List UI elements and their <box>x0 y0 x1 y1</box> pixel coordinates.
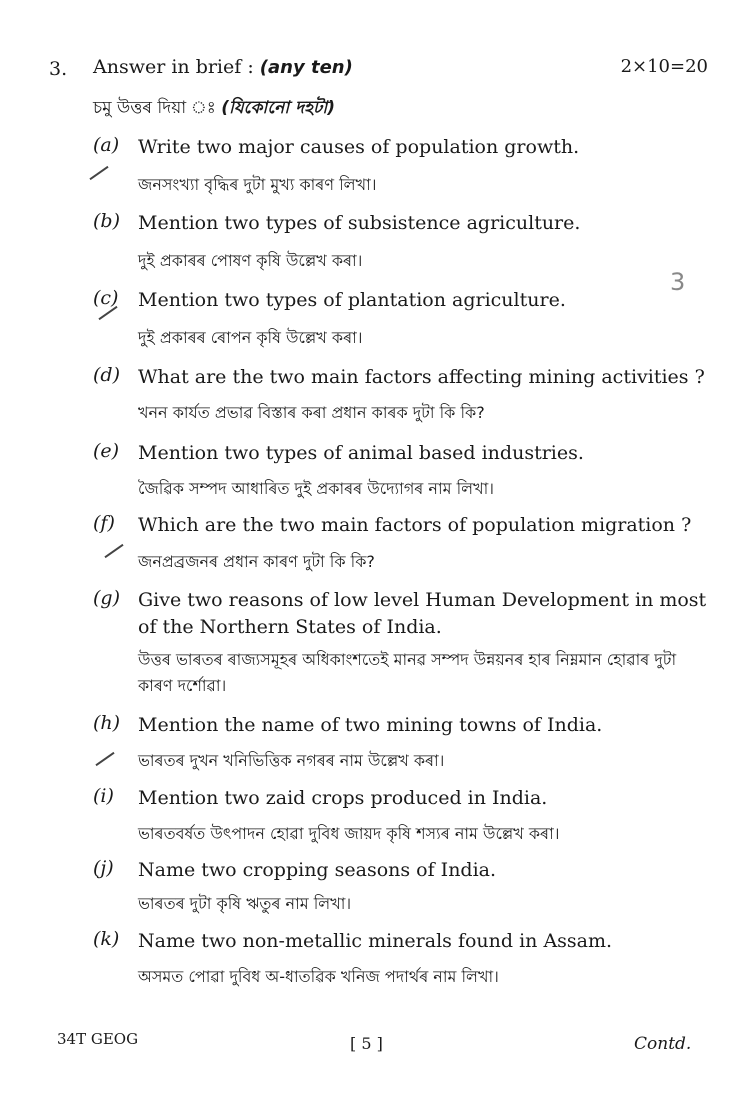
sub-question-label: (f) <box>93 512 115 534</box>
sub-question-label: (j) <box>93 857 114 879</box>
continued-note: Contd. <box>634 1034 692 1054</box>
question-marks: 2×10=20 <box>620 56 708 77</box>
sub-question-text-bn: দুই প্ৰকাৰৰ ৰোপন কৃষি উল্লেখ কৰা। <box>138 328 363 347</box>
sub-question-text-en: Mention two types of subsistence agriculture. <box>138 212 581 234</box>
sub-question-text-en: Mention the name of two mining towns of India. <box>138 714 603 736</box>
page-number: [ 5 ] <box>350 1034 383 1053</box>
pencil-tick-mark <box>95 752 114 766</box>
sub-question-label: (g) <box>93 587 120 609</box>
sub-question-text-en: Name two non-metallic minerals found in Assam. <box>138 930 613 952</box>
sub-question-text-bn: দুই প্ৰকাৰৰ পোষণ কৃষি উল্লেখ কৰা। <box>138 251 363 270</box>
sub-question-text-en: Name two cropping seasons of India. <box>138 859 497 881</box>
question-title <box>93 56 353 78</box>
sub-question-text-en: Which are the two main factors of population migration ? <box>138 514 692 536</box>
sub-question-label: (k) <box>93 928 120 950</box>
sub-question-text-en: What are the two main factors affecting mining activities ? <box>138 366 705 388</box>
question-title-bn-emphasis: (যিকোনো দহটা) <box>221 98 335 118</box>
sub-question-text-bn: জৈৱিক সম্পদ আধাৰিত দুই প্ৰকাৰৰ উদ্যোগৰ নাম লিখা। <box>138 479 494 498</box>
sub-question-text-en: Give two reasons of low level Human Development in most of the Northern States of India. <box>138 589 707 638</box>
sub-question-text-en: Mention two zaid crops produced in India. <box>138 787 548 809</box>
pencil-tick-mark <box>89 166 108 180</box>
sub-question-text-en: Mention two types of animal based industries. <box>138 442 584 464</box>
question-number: 3. <box>49 58 68 80</box>
margin-score-mark: 3 <box>670 268 686 296</box>
sub-question-label: (c) <box>93 287 119 309</box>
question-title-bn <box>93 95 335 123</box>
sub-question-text-bn: ভাৰতৰ দুখন খনিভিত্তিক নগৰৰ নাম উল্লেখ কৰা। <box>138 751 445 770</box>
sub-question-label: (d) <box>93 364 120 386</box>
sub-question-label: (a) <box>93 134 120 156</box>
sub-question-text-bn: খনন কাৰ্যত প্ৰভাৱ বিস্তাৰ কৰা প্ৰধান কাৰক দুটা কি কি? <box>138 403 485 422</box>
sub-question-text-en: Write two major causes of population growth. <box>138 136 580 158</box>
question-title-text: Answer in brief : <box>93 56 254 78</box>
sub-question-text-bn: ভাৰতৰ দুটা কৃষি ঋতুৰ নাম লিখা। <box>138 894 352 913</box>
sub-question-label: (b) <box>93 210 120 232</box>
sub-question-text-bn: ভাৰতবৰ্ষত উৎপাদন হোৱা দুবিধ জায়দ কৃষি শস্যৰ নাম উল্লেখ কৰা। <box>138 824 560 843</box>
question-title-bn-text: চমু উত্তৰ দিয়া ঃ <box>93 98 216 118</box>
sub-question-text-bn: জনপ্ৰব্ৰজনৰ প্ৰধান কাৰণ দুটা কি কি? <box>138 552 375 571</box>
sub-question-text-bn: অসমত পোৱা দুবিধ অ-ধাতৱিক খনিজ পদাৰ্থৰ নাম লিখা। <box>138 967 499 986</box>
sub-question-label: (e) <box>93 440 120 462</box>
sub-question-label: (i) <box>93 785 114 807</box>
pencil-tick-mark <box>104 544 123 558</box>
sub-question-label: (h) <box>93 712 121 734</box>
sub-question-text-en: Mention two types of plantation agriculture. <box>138 289 566 311</box>
question-title-emphasis: (any ten) <box>259 57 353 78</box>
sub-question-text-bn: উত্তৰ ভাৰতৰ ৰাজ্যসমূহৰ অধিকাংশতেই মানৱ সম্পদ উন্নয়নৰ হাৰ নিম্নমান হোৱাৰ দুটা কাৰণ দৰ্শোৱা। <box>138 650 677 695</box>
paper-code: 34T GEOG <box>57 1030 139 1048</box>
sub-question-text-bn: জনসংখ্যা বৃদ্ধিৰ দুটা মুখ্য কাৰণ লিখা। <box>138 175 377 194</box>
